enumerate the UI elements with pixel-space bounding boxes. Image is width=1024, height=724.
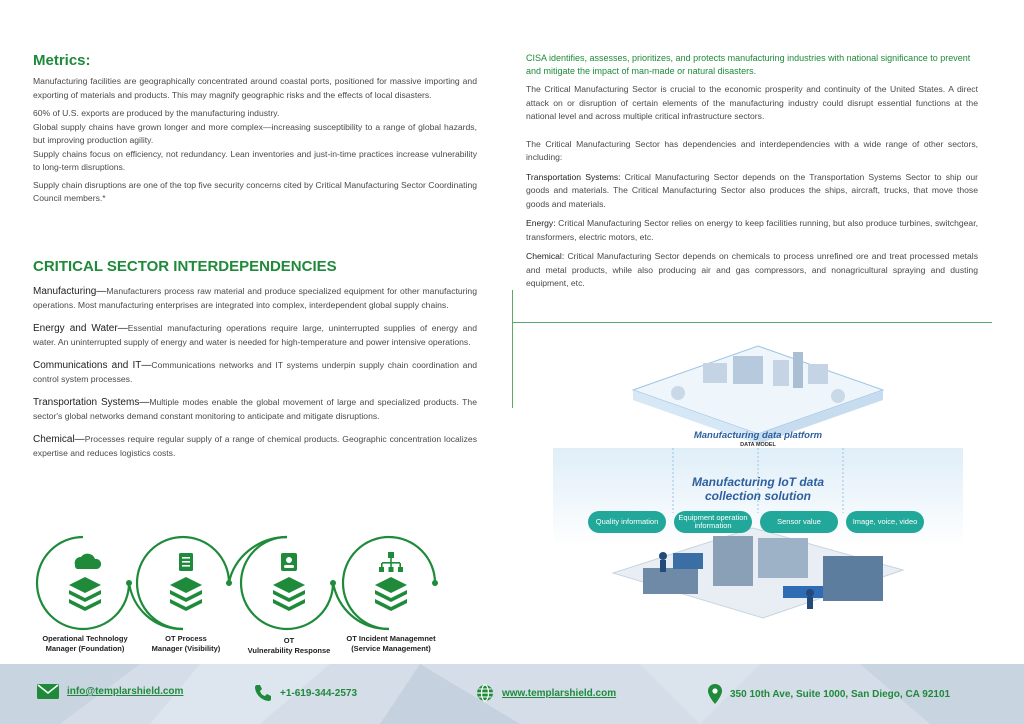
website-link[interactable]: www.templarshield.com (502, 687, 617, 699)
email-link[interactable]: info@templarshield.com (67, 686, 184, 697)
horizontal-divider (512, 322, 992, 323)
address-text: 350 10th Ave, Suite 1000, San Diego, CA 92101 (730, 688, 951, 700)
iot-title: Manufacturing IoT data collection solution (692, 475, 824, 503)
icon-label-ot-incident: OT Incident Managemnet (Service Management) (346, 634, 436, 653)
footer-contact-bar (0, 664, 1024, 724)
interdependency-item (33, 433, 477, 460)
location-pin-icon (708, 684, 722, 704)
interdependencies-list (33, 285, 477, 470)
platform-title: Manufacturing data platform (693, 430, 823, 441)
footer-website (476, 684, 616, 702)
critical-sector-heading: CRITICAL SECTOR INTERDEPENDENCIES (33, 258, 337, 275)
interdependency-text: Manufacturers process raw material and produce specialized equipment for other manufacturing operations. Most manufacturing enterprises are integrated into complex, interdependent global supply chains. (33, 286, 477, 310)
metrics-heading: Metrics: (33, 52, 91, 69)
interdependency-text: Communications networks and IT systems underpin supply chain coordination and control system processes. (33, 360, 478, 384)
interdependency-item (33, 396, 477, 423)
interdependency-term: Transportation Systems— (33, 397, 150, 408)
phone-icon (254, 684, 272, 702)
pill-equipment-operation: Equipment operation information (674, 511, 752, 533)
dependency-item: Chemical: Critical Manufacturing Sector depends on chemicals to process unrefined ore and treat processed metals and metal products, while also producing air and gas compressors, and nonagricultural spraying and dusting equipment, etc. (526, 251, 978, 288)
network-layers-icon (371, 547, 411, 617)
platform-subtitle: DATA MODEL (740, 442, 776, 448)
user-badge-layers-icon (269, 547, 309, 617)
phone-number[interactable]: +1-619-344-2573 (280, 687, 358, 699)
interdependency-item (33, 359, 477, 386)
metrics-paragraph: Supply chains focus on efficiency, not redundancy. Lean inventories and just-in-time practices increase vulnerability to long-term disruptions. (33, 148, 477, 172)
manufacturing-iot-illustration (553, 338, 963, 638)
document-layers-icon (166, 547, 206, 617)
pill-quality-information: Quality information (588, 511, 666, 533)
dependency-item: Transportation Systems: Critical Manufacturing Sector depends on the Transportation Systems Sector to ship our goods and materials. The Critical Manufacturing Sector also produces the ships, aircraft, trucks, that move those goods and materials. (526, 171, 978, 209)
interdependency-text: Essential manufacturing operations require large, uninterrupted supplies of energy and water. An uninterrupted supply of energy and water is needed for high-temperature and power intensive operations. (33, 323, 477, 347)
cloud-layers-icon (65, 547, 105, 617)
right-paragraph: The Critical Manufacturing Sector is crucial to the economic prosperity and continuity of the United States. A direct attack on or disruption of certain elements of the manufacturing industry could disrupt essential functions at the national level and across multiple critical infrastructure sectors. (526, 84, 978, 121)
footer-phone (254, 684, 357, 702)
metrics-paragraph: Manufacturing facilities are geographically concentrated around coastal ports, positioned for massive importing and exporting of materials and products. This may magnify geographic risks and the effects of local disasters. (33, 76, 477, 100)
cisa-intro: CISA identifies, assesses, prioritizes, and protects manufacturing industries with national significance to prevent and mitigate the impact of man-made or natural disasters. (526, 53, 971, 76)
right-paragraph: The Critical Manufacturing Sector has dependencies and interdependencies with a wide range of other sectors, including: (526, 138, 978, 162)
interdependency-term: Manufacturing— (33, 286, 107, 297)
footer-email (37, 684, 183, 699)
interdependency-text: Processes require regular supply of a range of chemical products. Geographic concentration localizes expertise and reduces logistics costs. (33, 434, 477, 458)
interdependency-term: Energy and Water— (33, 323, 128, 334)
interdependency-item (33, 322, 477, 349)
pill-image-voice-video: Image, voice, video (846, 511, 924, 533)
interdependency-item (33, 285, 477, 312)
icon-label-ot-vulnerability: OT Vulnerability Response (247, 636, 331, 655)
metrics-paragraph: 60% of U.S. exports are produced by the manufacturing industry. (33, 108, 280, 118)
footer-address (708, 684, 950, 704)
metrics-section (33, 52, 477, 206)
envelope-icon (37, 684, 59, 699)
pill-sensor-value: Sensor value (760, 511, 838, 533)
icon-label-ot-process: OT Process Manager (Visibility) (151, 634, 221, 653)
globe-icon (476, 684, 494, 702)
interdependency-term: Chemical— (33, 434, 85, 445)
interdependency-text: Multiple modes enable the global movement of large and specialized products. The sector's global networks demand constant monitoring to anticipate and mitigate disruptions. (33, 397, 477, 421)
icon-label-ot-manager: Operational Technology Manager (Foundation) (42, 634, 128, 653)
right-column (526, 52, 978, 297)
dependency-item: Energy: Critical Manufacturing Sector relies on energy to keep facilities running, but also produce turbines, switchgear, transformers, electric motors, etc. (526, 218, 978, 242)
ot-services-diagram (33, 533, 463, 658)
vertical-divider (512, 290, 513, 408)
metrics-paragraph: Global supply chains have grown longer and more complex—increasing susceptibility to a range of global hazards, but improving production agility. (33, 121, 477, 145)
interdependency-term: Communications and IT— (33, 360, 152, 371)
metrics-paragraph: Supply chain disruptions are one of the top five security concerns cited by Critical Manufacturing Sector Coordinating Council members.* (33, 179, 477, 203)
